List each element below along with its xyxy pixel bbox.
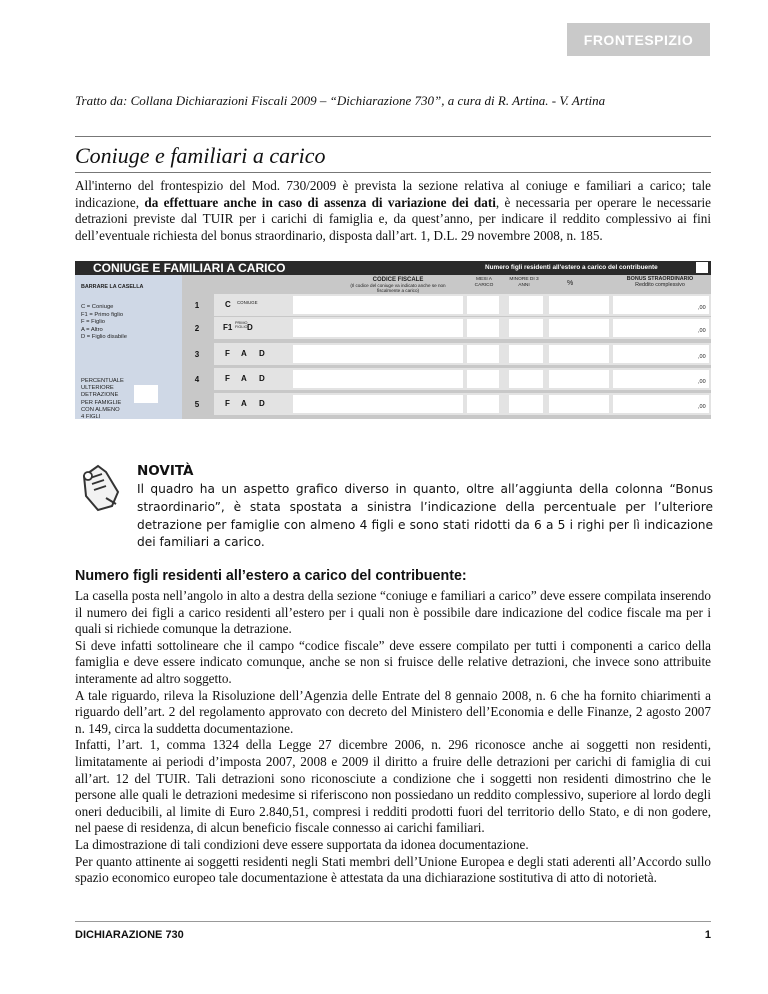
body-paragraph: A tale riguardo, rileva la Risoluzione dell’Agenzia delle Entrate del 8 gennaio 2008, n. 6 che ha fornito chiarimenti a riguardo dell’art. 2 del regolamento approvato con decreto del Ministero dell’Economia e delle Finanze, 2 agosto 2007 n. 149, circa la suddetta documentazione. [75,687,711,736]
form-cell [467,345,499,363]
form-cell [509,345,543,363]
top-divider [75,136,711,137]
col-bonus-sub: Reddito complessivo [635,282,685,288]
form-row-letter: A [241,349,247,358]
form-row-letter: D [247,323,253,332]
form-cell [549,319,609,337]
form-row-number: 4 [182,368,212,390]
form-zero-suffix: ,00 [698,354,706,360]
form-cell [293,319,463,337]
form-zero-suffix: ,00 [698,305,706,311]
form-coniuge-familiari [75,261,711,419]
pointing-hand-icon [76,462,126,519]
body-text [75,588,711,887]
sub-heading: Numero figli residenti all’estero a carico del contribuente: [75,568,467,584]
col-codice-note: (Il codice del coniuge va indicato anche se non fiscalmente a carico) [350,283,446,293]
percent-line: DETRAZIONE [81,392,119,399]
intro-paragraph [75,178,711,244]
form-cell [549,395,609,413]
form-header-bar [75,261,711,275]
form-cell [549,370,609,388]
intro-text-2: , è necessaria per operare le necessarie detrazioni previste dal TUIR per i carichi di famiglia e, da quest’anno, per indicare il reddito complessivo ai fini dell’eventuale richiesta del bonus straordinario, disposta dall’art. 1, D.L. 29 novembre 2008, n. 185. [75,194,711,243]
form-cell [613,296,709,314]
coniuge-label: CONIUGE [237,300,258,305]
form-count-box [696,262,708,273]
form-barrare-label: BARRARE LA CASELLA [81,284,144,290]
col-bonus: BONUS STRAORDINARIO [626,276,694,282]
form-zero-suffix: ,00 [698,404,706,410]
body-paragraph: Si deve infatti sottolineare che il campo “codice fiscale” deve essere compilato per tutti i componenti a carico della famiglia e deve essere indicato comunque, anche se non si fruisce delle relative detrazioni, che invece sono attribuite interamente ad altro soggetto. [75,637,711,686]
form-count-label: Numero figli residenti all'estero a carico del contribuente [485,264,658,271]
form-cell [509,395,543,413]
form-cell [613,319,709,337]
form-row-number: 1 [182,294,212,316]
form-zero-suffix: ,00 [698,328,706,334]
form-row-letter: D [259,399,265,408]
page-heading: Coniuge e familiari a carico [75,143,326,168]
form-percent-label [81,378,124,421]
form-row-letter: A [241,399,247,408]
body-paragraph: Infatti, l’art. 1, comma 1324 della Legge 27 dicembre 2006, n. 296 riconosce anche ai soggetti non residenti, limitatamente ai periodi d’imposta 2007, 2008 e 2009 il diritto a fruire delle detrazioni per carichi di famiglia di cui all’art. 12 del TUIR. Tali detrazioni sono riconosciute a condizione che i soggetti non residenti dimostrino che le persone alle quali le detrazioni medesime si riferiscono non possiedano un reddito complessivo, superiore al lordo degli oneri deducibili, al limite di Euro 2.840,51, compresi i redditi prodotti fuori del territorio dello Stato, e di non godere, nel paese di residenza, di alcun beneficio fiscale connesso ai carichi familiari. [75,737,711,836]
form-row-letter: F1 [223,323,233,332]
form-title: CONIUGE E FAMILIARI A CARICO [93,261,286,275]
intro-bold: da effettuare anche in caso di assenza di variazione dei dati [144,194,496,210]
form-cell [293,296,463,314]
form-legend [81,304,127,342]
section-tag: FRONTESPIZIO [567,23,710,56]
primo-figlio-label: PRIMO FIGLIO [235,321,248,329]
form-cell [467,370,499,388]
legend-item: C = Coniuge [81,304,114,310]
form-row-number: 3 [182,343,212,365]
source-line: Tratto da: Collana Dichiarazioni Fiscali 2009 – “Dichiarazione 730”, a cura di R. Artina. - V. Artina [75,93,606,108]
form-cell [467,296,499,314]
col-minore: MINORE DI 3 ANNI [509,277,539,288]
form-cell [549,296,609,314]
form-cell [613,370,709,388]
form-cell [613,345,709,363]
percent-line: PER FAMIGLIE [81,399,122,406]
heading-divider [75,172,711,173]
form-side-panel [75,275,182,419]
percent-line: PERCENTUALE [81,378,124,384]
body-paragraph: Per quanto attinente ai soggetti residenti negli Stati membri dell’Unione Europea e degli stati aderenti all’Accordo sullo spazio economico europeo tale documentazione è attestata da una dichiarazione sostitutiva di atto di notorietà. [75,853,711,886]
form-cell [509,370,543,388]
percent-line: CON ALMENO [81,406,120,413]
novita-title: NOVITÀ [137,463,194,479]
form-cell [549,345,609,363]
legend-item: F = Figlio [81,319,105,326]
footer-title: DICHIARAZIONE 730 [75,929,184,941]
footer-divider [75,921,711,922]
legend-item: D = Figlio disabile [81,334,127,341]
form-cell [509,319,543,337]
form-cell [613,395,709,413]
form-row-letter: F [225,349,230,358]
form-row-number: 2 [182,317,212,339]
body-paragraph: La dimostrazione di tali condizioni deve essere supportata da idonea documentazione. [75,836,529,852]
form-cell [293,345,463,363]
form-cell [467,319,499,337]
intro-text-1: All'interno del frontespizio del Mod. 730/2009 è prevista la sezione relativa al coniuge e familiari a carico; tale indicazione, [75,178,711,210]
form-cell [509,296,543,314]
form-cell [467,395,499,413]
body-paragraph: La casella posta nell’angolo in alto a destra della sezione “coniuge e familiari a carico” deve essere compilata inserendo il numero dei figli a carico residenti all’estero per i quali non è possibile dare indicazione del codice fiscale ma per i quali si richiede comunque la detrazione. [75,588,711,637]
form-row-letter: D [259,349,265,358]
novita-text: Il quadro ha un aspetto grafico diverso in quanto, oltre all’aggiunta della colonna “Bonus straordinario”, è stata spostata a sinistra l’indicazione della percentuale per l’ulteriore detrazione per famiglie con almeno 4 figli e sono stati ridotti da 6 a 5 i righi per lì indicazione dei familiari a carico. [137,482,713,550]
col-codice-fiscale: CODICE FISCALE [372,277,424,283]
legend-item: F1 = Primo figlio [81,311,124,318]
percent-line: ULTERIORE [81,385,114,392]
form-row-letter: C [225,300,231,309]
form-row-letter: A [241,374,247,383]
form-percent-box [134,385,158,403]
form-cell [293,370,463,388]
percent-line: 4 FIGLI [81,414,101,421]
legend-item: A = Altro [81,326,103,333]
form-row-letter: D [259,374,265,383]
form-row-number: 5 [182,393,212,415]
col-mesi: MESI A CARICO [474,277,494,288]
col-percent: % [567,280,574,287]
form-row-letter: F [225,399,230,408]
page-number: 1 [704,929,711,941]
form-row-letter: F [225,374,230,383]
form-cell [293,395,463,413]
form-zero-suffix: ,00 [698,379,706,385]
